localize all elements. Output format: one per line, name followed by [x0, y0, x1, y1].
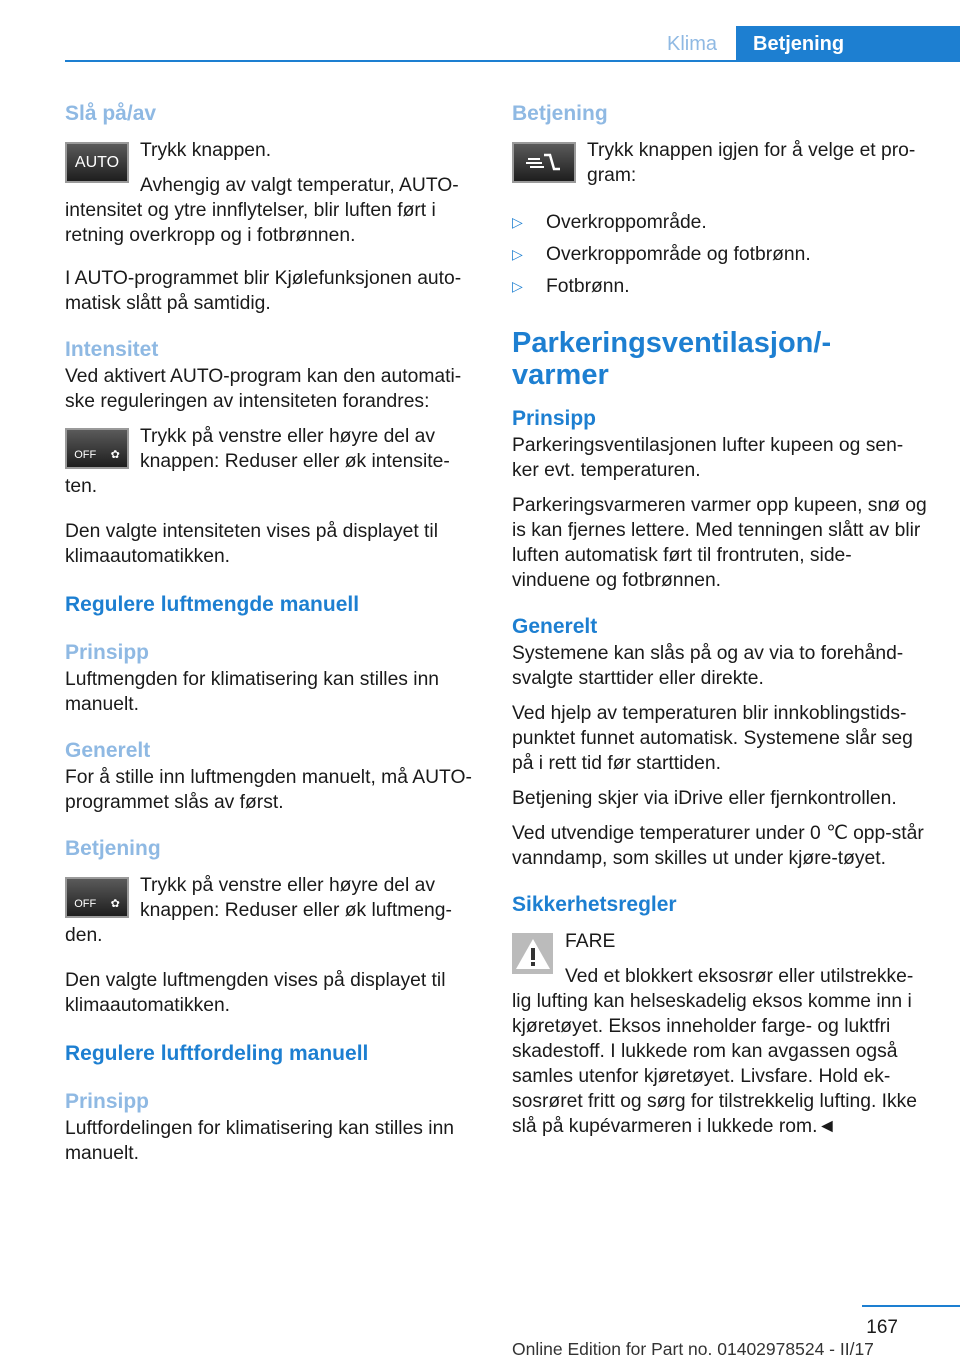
paragraph: Trykk på venstre eller høyre del av knappen: Reduser eller øk intensite-ten.	[65, 426, 450, 497]
left-column	[65, 100, 480, 1176]
program-list	[512, 210, 927, 299]
triangle-bullet-icon: ▷	[512, 214, 523, 230]
paragraph: Betjening skjer via iDrive eller fjernkontrollen.	[512, 788, 897, 809]
off-label: OFF	[74, 449, 97, 461]
paragraph: Luftfordelingen for klimatisering kan stilles inn manuelt.	[65, 1118, 455, 1164]
heading-betjening: Betjening	[512, 102, 608, 125]
fan-button-icon	[65, 877, 129, 918]
paragraph: Avhengig av valgt temperatur, AUTO-intensitet og ytre innflytelser, blir luften ført i retning overkropp og i fotbrønnen.	[65, 175, 459, 246]
edition-line: Online Edition for Part no. 01402978524 - II/17	[512, 1339, 874, 1359]
fan-icon: ✿	[110, 449, 120, 461]
triangle-bullet-icon: ▷	[512, 278, 523, 294]
subheading-betjening: Betjening	[65, 837, 161, 860]
airflow-button-icon	[512, 142, 576, 183]
paragraph: Parkeringsventilasjonen lufter kupeen og sen-ker evt. temperaturen.	[512, 435, 904, 481]
paragraph: Den valgte intensiteten vises på displayet til klimaautomatikken.	[65, 521, 438, 567]
subheading-prinsipp: Prinsipp	[65, 641, 150, 664]
heading-regulere-luftfordeling: Regulere luftfordeling manuell	[65, 1042, 369, 1065]
fan-icon: ✿	[110, 898, 120, 910]
subheading-prinsipp: Prinsipp	[65, 1090, 150, 1113]
list-item: ▷ Overkroppområde og fotbrønn.	[512, 244, 811, 265]
subheading-generelt: Generelt	[512, 615, 598, 638]
list-item: ▷ Overkroppområde.	[512, 212, 707, 233]
paragraph: Systemene kan slås på og av via to forehånd-svalgte starttider eller direkte.	[512, 643, 904, 689]
paragraph: Parkeringsvarmeren varmer opp kupeen, snø og is kan fjernes lettere. Med tenningen slått av blir luften automatisk ført til frontruten, side-vinduene og fotbrønnen.	[512, 495, 927, 591]
heading-intensitet: Intensitet	[65, 338, 159, 361]
paragraph: Trykk på venstre eller høyre del av knappen: Reduser eller øk luftmeng-den.	[65, 875, 452, 946]
auto-instruction	[65, 138, 480, 258]
paragraph: Ved aktivert AUTO-program kan den automati-ske reguleringen av intensiteten forandres:	[65, 366, 462, 412]
paragraph: I AUTO-programmet blir Kjølefunksjonen auto-matisk slått på samtidig.	[65, 268, 462, 314]
fan-button-icon	[65, 428, 129, 469]
tab-klima[interactable]: Klima	[666, 33, 717, 55]
fan-instruction	[65, 424, 480, 509]
paragraph: Ved utvendige temperaturer under 0 ℃ opp-står vanndamp, som skilles ut under kjøre-tøyet.	[512, 823, 924, 869]
auto-button-icon: AUTO	[65, 142, 129, 183]
subheading-generelt: Generelt	[65, 739, 151, 762]
tab-betjening[interactable]: Betjening	[736, 26, 960, 62]
triangle-bullet-icon: ▷	[512, 246, 523, 262]
warning-icon	[512, 933, 553, 974]
subheading-sikkerhetsregler: Sikkerhetsregler	[512, 893, 677, 916]
seat-airflow-icon	[524, 151, 564, 175]
footer-rule	[862, 1305, 960, 1307]
warning-text: Ved et blokkert eksosrør eller utilstrekke-lig lufting kan helseskadelig eksos komme inn i kjøretøyet. Eksos inneholder farge- og luktfri skadestoff. I lukkede rom kan avgassen også samles utenfor kjøretøyet. Livsfare. Hold ek-sosrøret fritt og sørg for tilstrekkelig lufting. Ikke slå på kupévarmeren i lukkede rom.◄	[512, 966, 918, 1137]
list-item: ▷ Fotbrønn.	[512, 276, 630, 297]
paragraph: Ved hjelp av temperaturen blir innkoblingstids-punktet funnet automatisk. Systemene slår seg på i rett tid før starttiden.	[512, 703, 913, 774]
subheading-prinsipp: Prinsipp	[512, 407, 597, 430]
paragraph: For å stille inn luftmengden manuelt, må AUTO-programmet slås av først.	[65, 767, 472, 813]
warning-block	[512, 929, 927, 1149]
right-column	[512, 100, 927, 1149]
warning-title: FARE	[565, 931, 616, 952]
paragraph: Trykk knappen.	[140, 140, 272, 161]
page-number: 167	[866, 1317, 898, 1338]
paragraph: Den valgte luftmengden vises på displayet til klimaautomatikken.	[65, 970, 446, 1016]
off-label: OFF	[74, 898, 97, 910]
airflow-instruction	[512, 138, 927, 198]
paragraph: Luftmengden for klimatisering kan stilles inn manuelt.	[65, 669, 440, 715]
paragraph: Trykk knappen igjen for å velge et pro-gram:	[587, 140, 916, 186]
heading-sla-pa-av: Slå på/av	[65, 102, 157, 125]
heading-parkeringsventilasjon: Parkeringsventilasjon/-varmer	[512, 327, 832, 391]
fan-instruction	[65, 873, 480, 958]
heading-regulere-luftmengde: Regulere luftmengde manuell	[65, 593, 360, 616]
